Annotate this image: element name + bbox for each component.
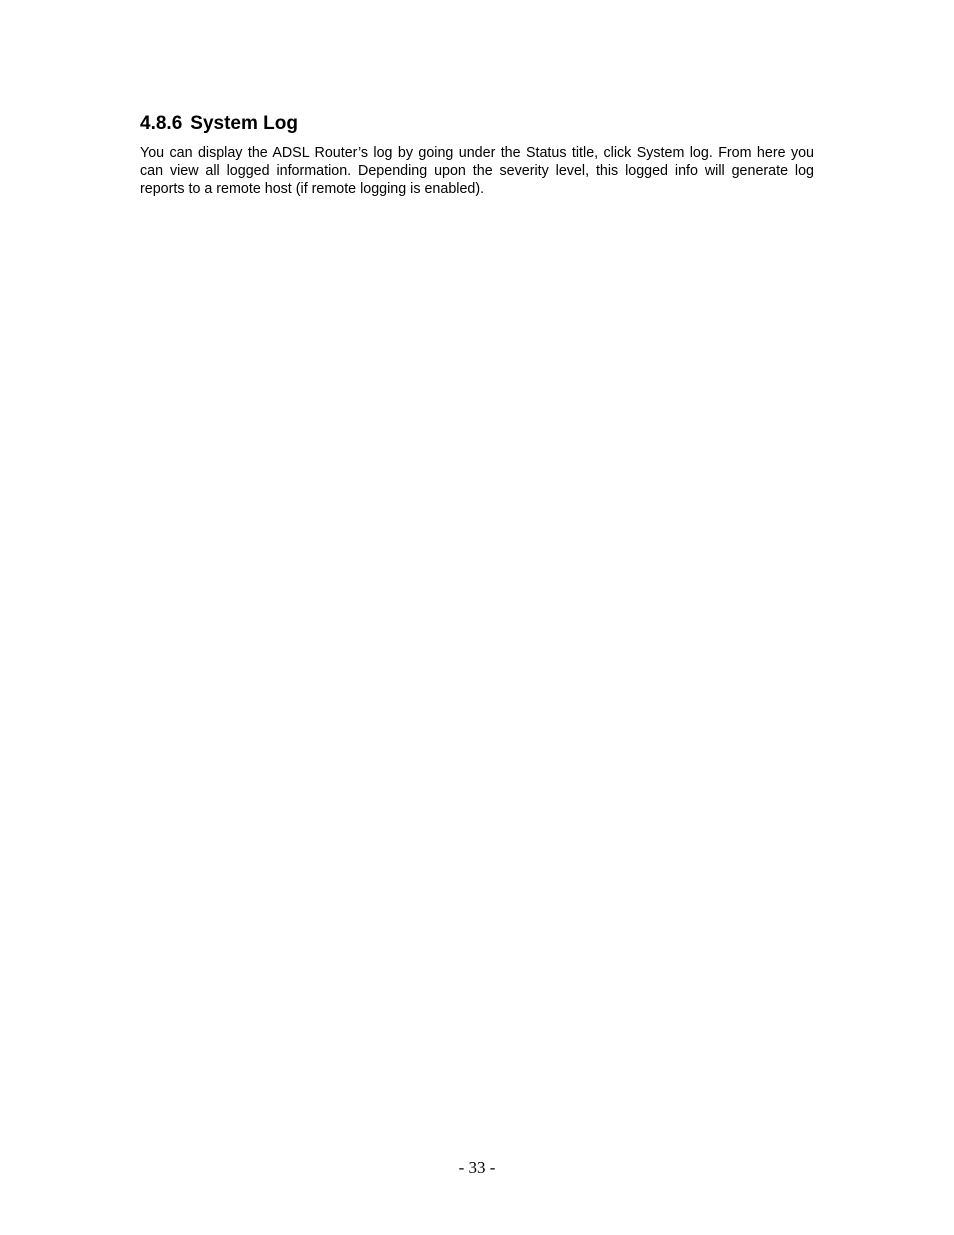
page-number: - 33 - [458,1158,496,1177]
section-content [140,112,814,198]
section-title: System Log [190,113,298,134]
section-number: 4.8.6 [140,113,183,134]
section-heading [140,112,814,136]
body-paragraph: You can display the ADSL Router’s log by going under the Status title, click System log. From here you can view all logged information. Depending upon the severity level, this logged info will generate log reports to a remote host (if remote logging is enabled). [140,145,814,197]
